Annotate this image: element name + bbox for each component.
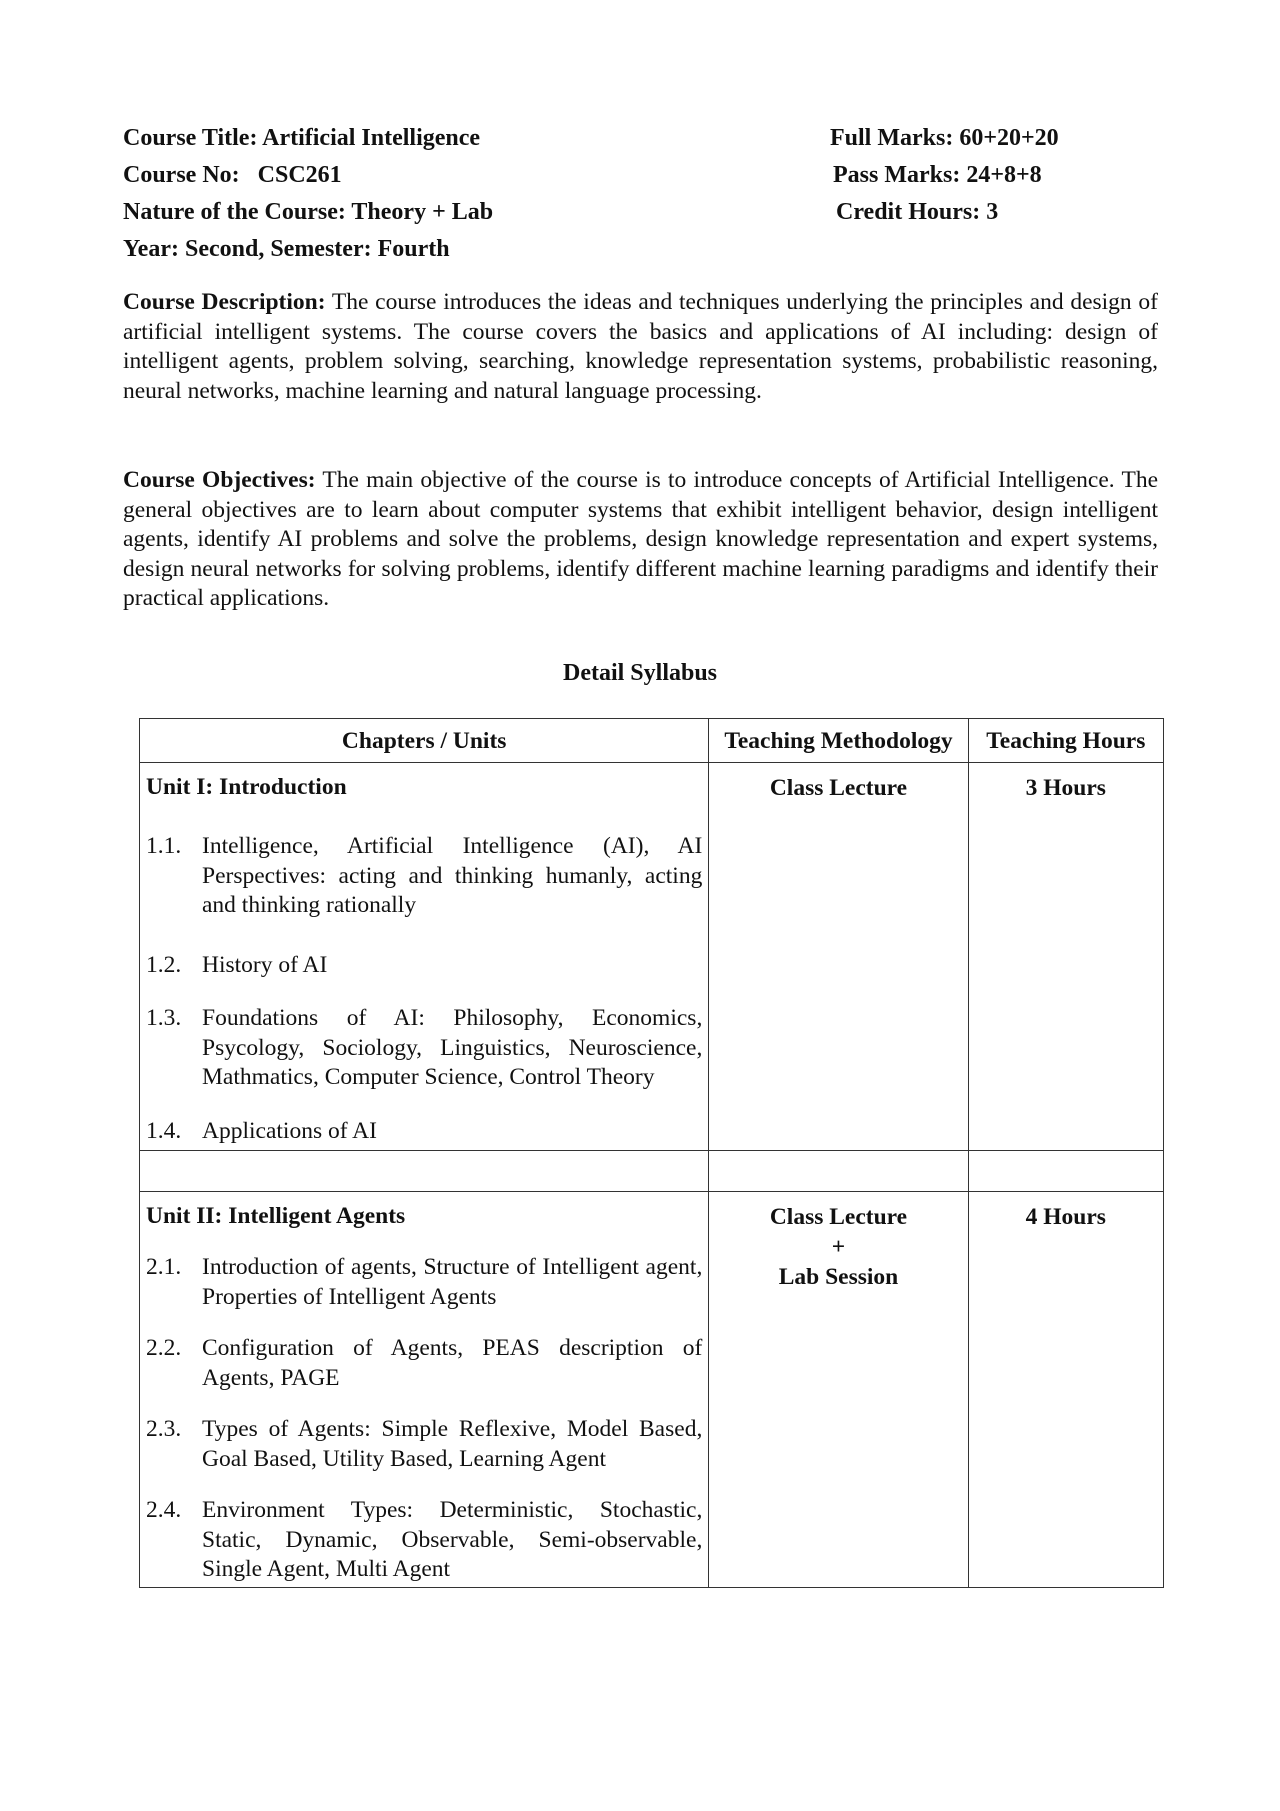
course-no: Course No: CSC261 xyxy=(123,162,342,188)
course-objectives xyxy=(123,466,1158,614)
list-item xyxy=(146,1334,702,1393)
course-objectives-label: Course Objectives: xyxy=(123,467,316,493)
unit-1-methodology-text: Class Lecture xyxy=(769,775,908,801)
item-number: 2.4. xyxy=(146,1497,182,1523)
column-header-methodology: Teaching Methodology xyxy=(709,719,968,763)
column-header-chapters: Chapters / Units xyxy=(140,719,709,763)
pass-marks: Pass Marks: 24+8+8 xyxy=(833,162,1042,188)
course-description-text: The course introduces the ideas and techniques underlying the principles and design of artificial intelligent systems. The course covers the basics and applications of AI including: design of intelligent agents, problem solving, searching, knowledge representation systems, probabilistic reasoning, neural networks, machine learning and natural language processing. xyxy=(123,289,1158,404)
course-title: Course Title: Artificial Intelligence xyxy=(123,125,481,151)
year-semester: Year: Second, Semester: Fourth xyxy=(123,236,450,262)
course-description xyxy=(123,288,1158,406)
unit-1-title: Unit I: Introduction xyxy=(146,774,347,800)
item-number: 1.3. xyxy=(146,1005,182,1031)
spacer-cell xyxy=(709,1151,968,1192)
item-number: 1.1. xyxy=(146,833,182,859)
unit-1-methodology xyxy=(709,763,968,1151)
list-item xyxy=(146,1004,702,1093)
table-row xyxy=(140,1192,1164,1588)
methodology-line: Lab Session xyxy=(778,1264,899,1290)
header-row-4 xyxy=(123,236,1123,268)
header-row-2 xyxy=(123,162,1123,194)
unit-2-items xyxy=(140,1253,708,1587)
table-header-row xyxy=(140,719,1164,763)
item-text: History of AI xyxy=(202,951,328,978)
unit-2-title: Unit II: Intelligent Agents xyxy=(146,1203,406,1229)
unit-2-methodology-text xyxy=(709,1192,967,1292)
list-item xyxy=(146,1253,702,1312)
item-number: 1.2. xyxy=(146,951,182,978)
list-item xyxy=(146,832,702,921)
unit-1-chapters xyxy=(140,763,709,1151)
item-number: 2.2. xyxy=(146,1335,182,1361)
item-text: Types of Agents: Simple Reflexive, Model Based, Goal Based, Utility Based, Learning Agent xyxy=(202,1416,703,1472)
course-description-label: Course Description: xyxy=(123,289,326,315)
credit-hours: Credit Hours: 3 xyxy=(836,199,999,225)
methodology-line: Class Lecture xyxy=(769,1204,908,1230)
unit-2-methodology xyxy=(709,1192,968,1588)
spacer-cell xyxy=(968,1151,1163,1192)
header-row-1 xyxy=(123,125,1123,157)
item-text: Foundations of AI: Philosophy, Economics, Psycology, Sociology, Linguistics, Neuroscience, Mathmatics, Computer Science, Control Theory xyxy=(202,1005,703,1090)
unit-2-hours-text: 4 Hours xyxy=(1025,1204,1106,1230)
item-number: 2.1. xyxy=(146,1254,182,1280)
unit-2-hours xyxy=(968,1192,1163,1588)
course-objectives-text: The main objective of the course is to introduce concepts of Artificial Intelligence. The general objectives are to learn about computer systems that exhibit intelligent behavior, design intelligent agents, identify AI problems and solve the problems, design knowledge representation and expert systems, design neural networks for solving problems, identify different machine learning paradigms and identify their practical applications. xyxy=(123,467,1158,611)
table-spacer-row xyxy=(140,1151,1164,1192)
full-marks: Full Marks: 60+20+20 xyxy=(830,125,1059,151)
column-header-hours: Teaching Hours xyxy=(968,719,1163,763)
item-text: Applications of AI xyxy=(202,1117,377,1144)
syllabus-title: Detail Syllabus xyxy=(562,660,718,686)
list-item xyxy=(146,1117,702,1147)
item-text: Environment Types: Deterministic, Stochastic, Static, Dynamic, Observable, Semi-observable, Single Agent, Multi Agent xyxy=(202,1497,703,1582)
item-number: 1.4. xyxy=(146,1117,182,1144)
unit-1-items xyxy=(140,832,708,1150)
list-item xyxy=(146,1496,702,1585)
item-text: Intelligence, Artificial Intelligence (AI), AI Perspectives: acting and thinking humanly, acting and thinking rationally xyxy=(202,833,703,918)
unit-1-hours xyxy=(968,763,1163,1151)
item-text: Configuration of Agents, PEAS description of Agents, PAGE xyxy=(202,1335,703,1391)
methodology-line: + xyxy=(831,1234,846,1260)
header-row-3 xyxy=(123,199,1123,231)
item-text: Introduction of agents, Structure of Intelligent agent, Properties of Intelligent Agents xyxy=(202,1254,703,1310)
unit-1-hours-text: 3 Hours xyxy=(1025,775,1106,801)
table-row xyxy=(140,763,1164,1151)
unit-2-chapters xyxy=(140,1192,709,1588)
spacer-cell xyxy=(140,1151,709,1192)
list-item xyxy=(146,1415,702,1474)
course-nature: Nature of the Course: Theory + Lab xyxy=(123,199,494,225)
list-item xyxy=(146,951,702,981)
item-number: 2.3. xyxy=(146,1416,182,1442)
syllabus-table xyxy=(139,718,1164,1588)
